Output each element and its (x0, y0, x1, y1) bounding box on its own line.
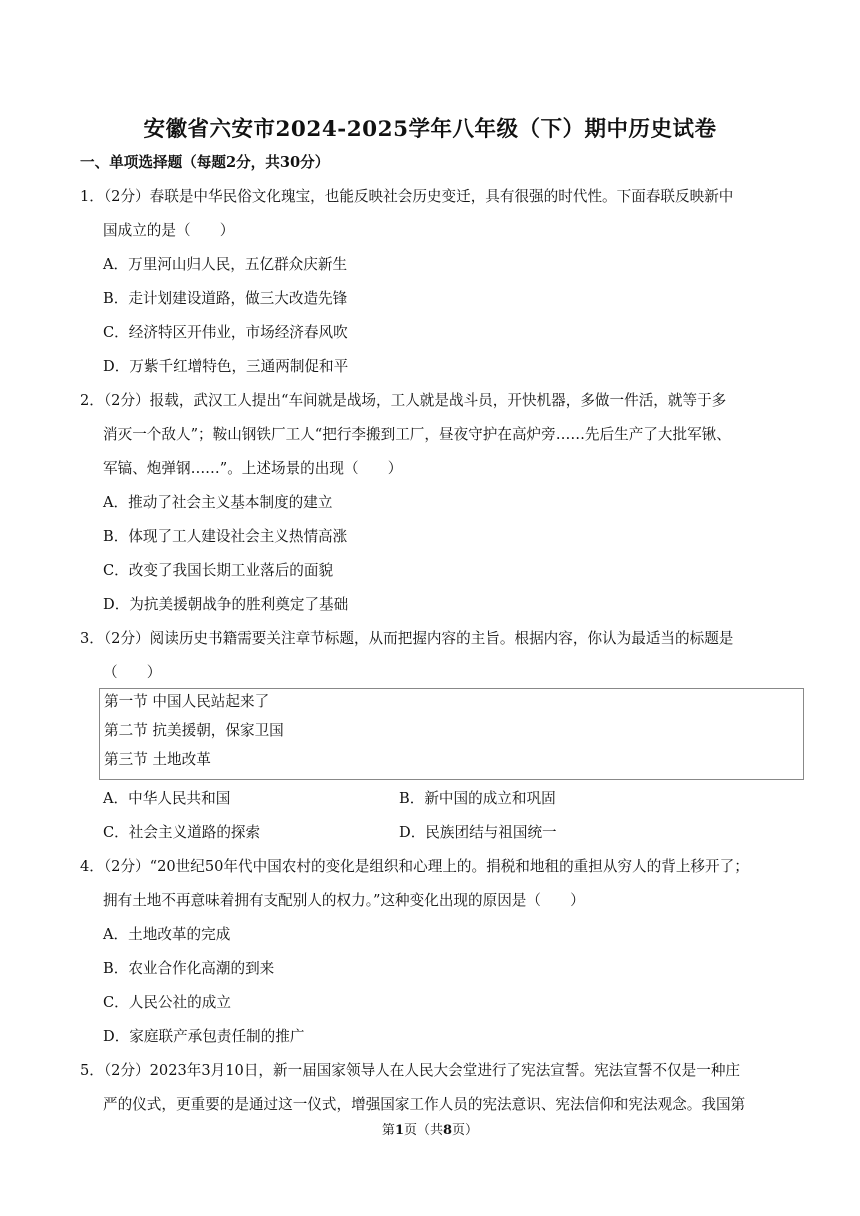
q2-option-c: C．改变了我国长期工业落后的面貌 (103, 562, 334, 579)
q3-stem-line-1: 3．（2分）阅读历史书籍需要关注章节标题，从而把握内容的主旨。根据内容，你认为最适当的标题是 (80, 630, 734, 647)
q2-option-b: B．体现了工人建设社会主义热情高涨 (103, 528, 348, 545)
q5-stem-line-2: 严的仪式，更重要的是通过这一仪式，增强国家工作人员的宪法意识、宪法信仰和宪法观念。我国第 (103, 1096, 746, 1113)
q1-option-d: D．万紫千红增特色，三通两制促和平 (103, 358, 349, 375)
q5-stem-line-1: 5．（2分）2023年3月10日，新一届国家领导人在人民大会堂进行了宪法宣誓。宪法宣誓不仅是一种庄 (80, 1062, 741, 1079)
q3-box-line-2: 第二节 抗美援朝，保家卫国 (104, 722, 284, 739)
q2-option-d: D．为抗美援朝战争的胜利奠定了基础 (103, 596, 349, 613)
q1-option-b: B．走计划建设道路，做三大改造先锋 (103, 290, 348, 307)
q4-stem-line-1: 4．（2分）“20世纪50年代中国农村的变化是组织和心理上的。捐税和地租的重担从穷人的背上移开了； (80, 858, 749, 875)
exam-title: 安徽省六安市2024-2025学年八年级（下）期中历史试卷 (143, 117, 717, 142)
q1-stem-line-1: 1．（2分）春联是中华民俗文化瑰宝，也能反映社会历史变迁，具有很强的时代性。下面春联反映新中 (80, 188, 734, 205)
footer-page-number: 1 (394, 1123, 404, 1138)
q4-stem-line-2: 拥有土地不再意味着拥有支配别人的权力。”这种变化出现的原因是（ ） (103, 892, 585, 909)
footer-suffix: 页） (452, 1123, 479, 1138)
q4-option-d: D．家庭联产承包责任制的推广 (103, 1028, 305, 1045)
page-footer (0, 1122, 860, 1140)
q4-option-c: C．人民公社的成立 (103, 994, 231, 1011)
footer-prefix: 第 (381, 1123, 395, 1138)
footer-total-pages: 8 (443, 1123, 453, 1138)
q1-option-c: C．经济特区开伟业，市场经济春风吹 (103, 324, 348, 341)
q3-option-b: B．新中国的成立和巩固 (399, 790, 556, 807)
q1-stem-line-2: 国成立的是（ ） (103, 222, 235, 239)
q2-stem-line-3: 军镐、炮弹钢……”。上述场景的出现（ ） (103, 460, 403, 477)
q1-option-a: A．万里河山归人民，五亿群众庆新生 (103, 256, 348, 273)
q3-option-d: D．民族团结与祖国统一 (399, 824, 557, 841)
q3-box-line-1: 第一节 中国人民站起来了 (104, 693, 270, 710)
q4-option-b: B．农业合作化高潮的到来 (103, 960, 275, 977)
q3-option-c: C．社会主义道路的探索 (103, 824, 261, 841)
footer-middle: 页（共 (403, 1123, 443, 1138)
q3-box-line-3: 第三节 土地改革 (104, 751, 211, 768)
q2-option-a: A．推动了社会主义基本制度的建立 (103, 494, 333, 511)
q3-option-a: A．中华人民共和国 (103, 790, 231, 807)
q3-stem-line-2: （ ） (103, 664, 162, 681)
section-heading: 一、单项选择题（每题2分，共30分） (80, 154, 330, 171)
q4-option-a: A．土地改革的完成 (103, 926, 231, 943)
q2-stem-line-2: 消灭一个敌人”；鞍山钢铁厂工人“把行李搬到工厂，昼夜守护在高炉旁……先后生产了大批军锹、 (103, 426, 731, 443)
q2-stem-line-1: 2．（2分）报载，武汉工人提出“车间就是战场，工人就是战斗员，开快机器，多做一件活，就等于多 (80, 392, 727, 409)
